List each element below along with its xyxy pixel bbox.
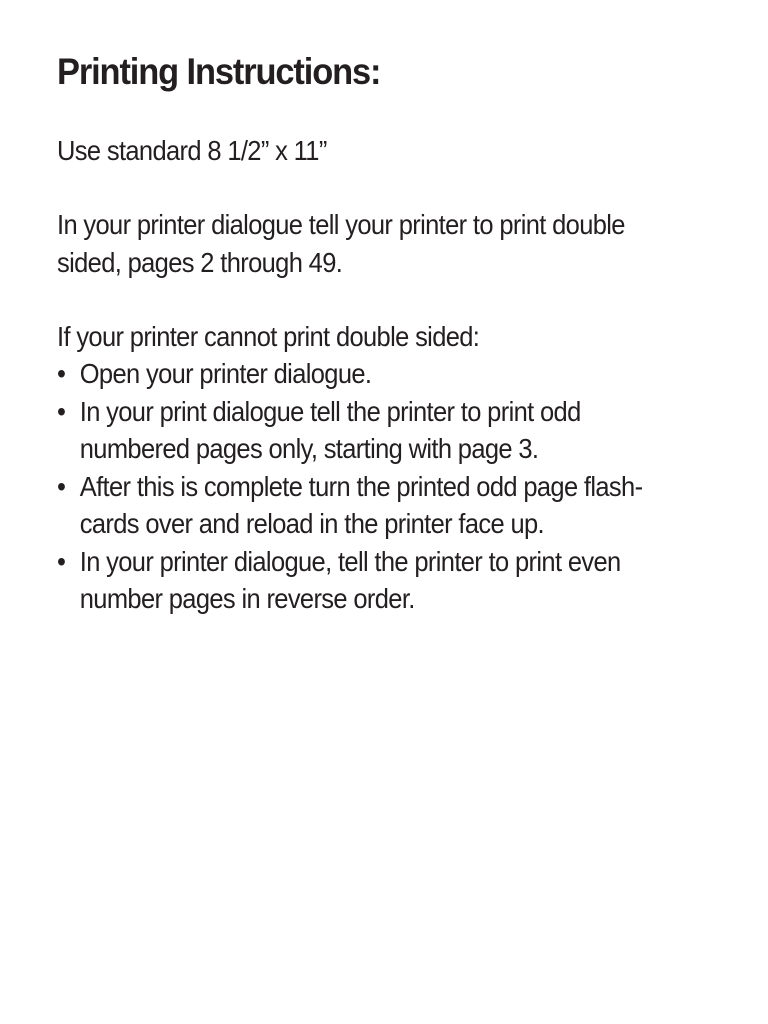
page-title: Printing Instructions: xyxy=(57,51,381,92)
bullet-icon: • xyxy=(57,470,66,502)
double-sided-line-1: In your printer dialogue tell your printer to print double xyxy=(57,209,625,240)
step-2-line-2: numbered pages only, starting with page 3. xyxy=(79,433,539,464)
fallback-steps-list xyxy=(57,355,642,618)
list-item xyxy=(57,355,642,393)
bullet-icon: • xyxy=(57,545,66,577)
bullet-icon: • xyxy=(57,395,66,427)
fallback-intro: If your printer cannot print double sided: xyxy=(57,321,480,352)
double-sided-instruction xyxy=(57,206,625,281)
double-sided-line-2: sided, pages 2 through 49. xyxy=(57,246,343,278)
paper-size-instruction: Use standard 8 1/2” x 11” xyxy=(57,135,327,166)
step-2-line-1: In your print dialogue tell the printer to print odd xyxy=(79,395,581,427)
step-1-line-1: Open your printer dialogue. xyxy=(79,358,372,389)
list-item xyxy=(57,393,642,468)
list-item xyxy=(57,468,642,543)
bullet-icon: • xyxy=(57,358,66,389)
step-4-line-1: In your printer dialogue, tell the printer to print even xyxy=(79,545,621,577)
step-3-line-1: After this is complete turn the printed odd page flash- xyxy=(79,470,643,502)
list-item xyxy=(57,543,642,618)
step-3-line-2: cards over and reload in the printer face up. xyxy=(79,508,544,539)
step-4-line-2: number pages in reverse order. xyxy=(79,583,415,614)
